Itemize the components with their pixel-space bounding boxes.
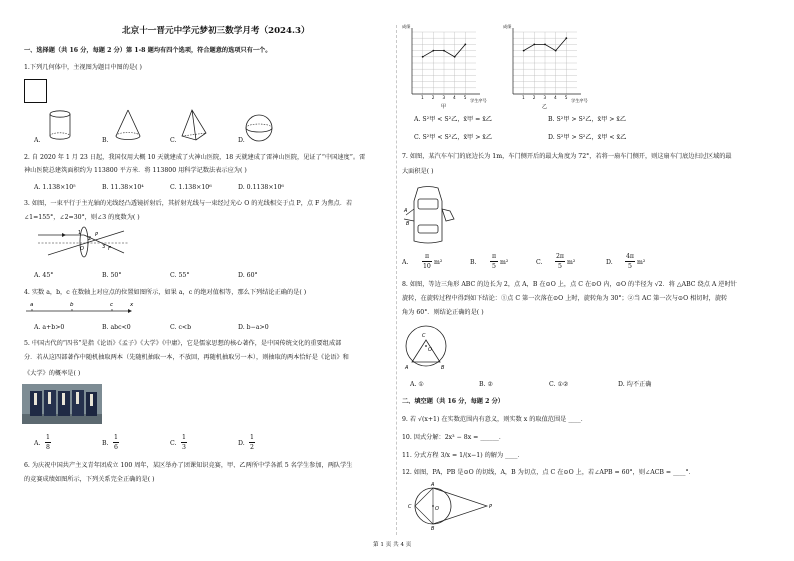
q1-sphere-figure [244,113,274,143]
q4-option-b: B. abc<0 [102,324,131,331]
q5-option-c-letter: C. [170,440,177,447]
q4-label-b: b [70,302,74,308]
q5-line2: 分．若从这四部著作中随机抽取两本（先随机抽取一本，不放回，再随机抽取另一本），则抽取的两本恰好是《论语》和 [24,354,349,361]
q1-pyramid-figure [179,108,209,142]
q8-label-a: A [405,365,409,371]
q7-option-b-fraction-bar [490,261,498,262]
q12-label-a: A [431,482,435,488]
q5-option-a-num: 1 [46,434,50,441]
q3-option-b: B. 50° [102,272,122,279]
q12-label-o: O [435,506,439,512]
q8-label-b: B [441,365,445,371]
q2-line2: 神山医院总建筑面积约为 113800 平方米．将 113800 用科学记数法表示应为( ) [24,167,247,174]
q5-option-c-fraction-bar [181,442,187,443]
chart-yi-x-tick-label: 1 [522,95,525,100]
q7-option-a-den: 10 [423,263,431,270]
chart-yi-data-point [523,50,525,52]
q5-option-a-den: 8 [46,444,50,451]
q12-label-b: B [431,526,435,532]
q10-text: 10. 因式分解：2x³ − 8x = ______． [402,434,506,441]
q7-option-c-fraction-bar [555,261,565,262]
q5-option-b-num: 1 [114,434,118,441]
q2-option-d: D. 0.1138×10⁶ [238,184,284,191]
q1-stem: 1.下列几何体中，主视图为题目中图的是( ) [24,64,142,71]
q6-option-b: B. S²甲 > S²乙，x̄甲 > x̄乙 [548,116,627,123]
q5-option-b-den: 6 [114,444,118,451]
q3-label-2: 2 [88,236,92,242]
q7-option-b-num: π [492,253,497,260]
q5-option-c-den: 3 [182,444,186,451]
q8-line3: 角为 60°．则结论正确的是( ) [402,309,484,316]
q7-line2: 大面积是( ) [402,168,434,175]
q1-option-b: B. [102,137,109,144]
q3-option-d: D. 60° [238,272,258,279]
q4-label-x: x [130,302,134,308]
chart-yi-data-point [565,37,567,39]
q6-option-d: D. S²甲 > S²乙，x̄甲 < x̄乙 [548,134,627,141]
q12-label-p: P [489,504,493,510]
q3-label-f: F [108,246,111,252]
q8-option-c: C. ①② [549,381,569,388]
q12-tangent-figure [403,480,495,530]
q7-option-c-letter: C. [536,259,543,266]
q6-line2: 的竞赛成绩如图所示，下列关系完全正确的是( ) [24,476,155,483]
q3-option-c: C. 55° [170,272,190,279]
chart-jia-x-tick-label: 5 [463,95,467,100]
chart-yi-chart-title: 乙 [542,104,548,110]
column-divider [396,25,397,535]
q7-option-a-num: π [425,253,430,260]
q4-option-d: D. b−a>0 [238,324,269,331]
chart-jia-x-unit: 学生序号 [470,98,487,103]
q12-text: 12. 如图，PA，PB 是⊙O 的切线，A，B 为切点，点 C 在⊙O 上，若∠APB = 60°，则∠ACB = ____°． [402,469,695,476]
q5-option-c-num: 1 [182,434,186,441]
chart-jia-y-unit: 成绩 [402,24,411,29]
q6-chart-jia [402,24,492,112]
q1-front-view-figure [24,79,47,103]
q7-option-a-unit: m² [434,259,443,266]
q7-option-b-den: 5 [492,263,496,270]
page-footer: 第 1 页 共 4 页 [373,542,412,548]
section1-heading: 一、选择题（共 16 分，每题 2 分）第 1-8 题均有四个选项，符合题意的选项只有一个。 [24,47,272,54]
q3-line1: 3. 如图，一束平行于主光轴的光线经凸透镜折射后，其折射光线与一束经过光心 O 的光线相交于点 P，点 F 为焦点．若 [24,200,353,207]
q2-option-c: C. 1.138×10⁶ [170,184,212,191]
q1-option-c: C. [170,137,177,144]
chart-jia-chart-title: 甲 [441,104,447,110]
section2-heading: 二、填空题（共 16 分，每题 2 分） [402,398,504,405]
chart-jia-x-tick-label: 2 [431,95,435,100]
q1-option-a: A. [34,137,41,144]
chart-yi-data-point [544,44,546,46]
chart-yi-x-tick-label: 5 [564,95,568,100]
q2-option-a: A. 1.138×10⁵ [34,184,76,191]
q5-option-b-fraction-bar [113,442,119,443]
q4-label-c: c [110,302,114,308]
q7-option-d-fraction-bar [625,261,635,262]
q7-option-d-den: 5 [628,263,632,270]
q5-line1: 5. 中国古代的“四书”是指《论语》《孟子》《大学》《中庸》，它是儒家思想的核心著作，是中国传统文化的重要组成部 [24,340,342,347]
q6-option-c: C. S²甲 < S²乙，x̄甲 > x̄乙 [414,134,493,141]
q7-label-a: A [404,208,408,214]
chart-jia-data-point [464,44,466,46]
q12-label-c: C [408,504,412,510]
q4-option-a: A. a+b>0 [34,324,65,331]
q3-label-1: 1 [78,230,82,236]
q1-cylinder-figure [48,110,72,142]
q1-option-d: D. [238,137,245,144]
q8-line2: 旋转，在旋转过程中得到如下结论：①点 C 第一次落在⊙O 上时，旋转角为 30°；②当 AC 第一次与⊙O 相切时，旋转 [402,295,728,302]
q3-label-o: O [80,246,84,252]
q8-option-b: B. ② [479,381,494,388]
chart-yi-x-unit: 学生序号 [571,98,588,103]
q7-option-d-unit: m² [637,259,646,266]
q8-option-a: A. ① [410,381,424,388]
q3-line2: ∠1=155°，∠2=30°，则∠3 的度数为( ) [24,214,140,221]
q3-label-3: 3 [102,244,106,250]
chart-yi-y-unit: 成绩 [503,24,512,29]
q3-label-p: P [95,232,99,238]
q4-stem: 4. 实数 a，b，c 在数轴上对应点的位置如图所示，如果 a，c 的绝对值相等，那么下列结论正确的是( ) [24,289,307,296]
chart-jia-x-tick-label: 4 [453,95,456,100]
q6-option-a: A. S²甲 < S²乙，x̄甲 = x̄乙 [414,116,492,123]
q7-option-c-num: 2π [556,253,565,260]
chart-yi-x-tick-label: 2 [532,95,536,100]
q5-option-d-fraction-bar [249,442,255,443]
q8-option-d: D. 均不正确 [618,381,652,388]
q5-option-a-letter: A. [34,440,41,447]
q4-number-line-figure [24,300,134,316]
q7-label-b: B [406,221,410,227]
chart-yi-data-point [555,50,557,52]
q7-option-c-den: 5 [558,263,562,270]
q9-text: 9. 若 √(x+1) 在实数范围内有意义，则实数 x 的取值范围是 ____． [402,416,587,423]
chart-jia-data-point [422,56,424,58]
chart-yi-x-tick-label: 4 [554,95,557,100]
q6-line1: 6. 为庆祝中国共产主义青年团成立 100 周年，某区举办了团课知识竞赛，甲、乙两所中学各派 5 名学生参加，两队学生 [24,462,353,469]
q5-books-photo [22,384,102,424]
q8-line1: 8. 如图，等边三角形 ABC 的边长为 2，点 A，B 在⊙O 上，点 C 在⊙O 内，⊙O 的半径为 √2．将 △ABC 绕点 A 逆时针 [402,281,737,288]
page-title: 北京十一晋元中学元梦初三数学月考（2024.3） [122,26,310,36]
q5-option-d-letter: D. [238,440,245,447]
q7-option-d-letter: D. [606,259,613,266]
q5-option-b-letter: B. [102,440,109,447]
q7-option-b-unit: m² [500,259,509,266]
chart-jia-data-point [443,50,445,52]
q7-option-a-fraction-bar [422,261,432,262]
q3-lens-figure [38,225,128,259]
q8-circle-figure [402,322,450,372]
chart-yi-data-point [533,44,535,46]
q3-option-a: A. 45° [34,272,54,279]
q7-option-b-letter: B. [470,259,477,266]
q6-chart-yi [503,24,593,112]
chart-jia-x-tick-label: 1 [421,95,424,100]
q8-label-o: O [428,347,432,353]
q5-option-d-den: 2 [250,444,254,451]
q4-option-c: C. c<b [170,324,192,331]
chart-jia-data-point [432,50,434,52]
chart-jia-x-tick-label: 3 [442,95,446,100]
q8-label-c: C [422,333,426,339]
q4-label-a: a [30,302,34,308]
q5-option-d-num: 1 [250,434,254,441]
q5-line3: 《大学》的概率是( ) [24,370,81,377]
q1-cone-figure [113,108,143,142]
q7-car-figure [404,185,462,247]
chart-yi-x-tick-label: 3 [543,95,547,100]
q7-option-a-letter: A. [402,259,409,266]
q7-option-c-unit: m² [567,259,576,266]
q7-line1: 7. 如图，某汽车车门的底边长为 1m，车门侧开后的最大角度为 72°，若将一扇车门侧开，则这扇车门底边扫过区域的最 [402,153,732,160]
q2-line1: 2. 自 2020 年 1 月 23 日起，我国仅用大概 10 天就建成了火神山医院，18 天就建成了雷神山医院，见证了“中国速度”。雷 [24,154,366,161]
q11-text: 11. 分式方程 3/x = 1/(x−1) 的解为 ____． [402,452,524,459]
q2-option-b: B. 11.38×10⁴ [102,184,144,191]
q7-option-d-num: 4π [626,253,635,260]
q5-option-a-fraction-bar [45,442,51,443]
chart-jia-data-point [454,56,456,58]
